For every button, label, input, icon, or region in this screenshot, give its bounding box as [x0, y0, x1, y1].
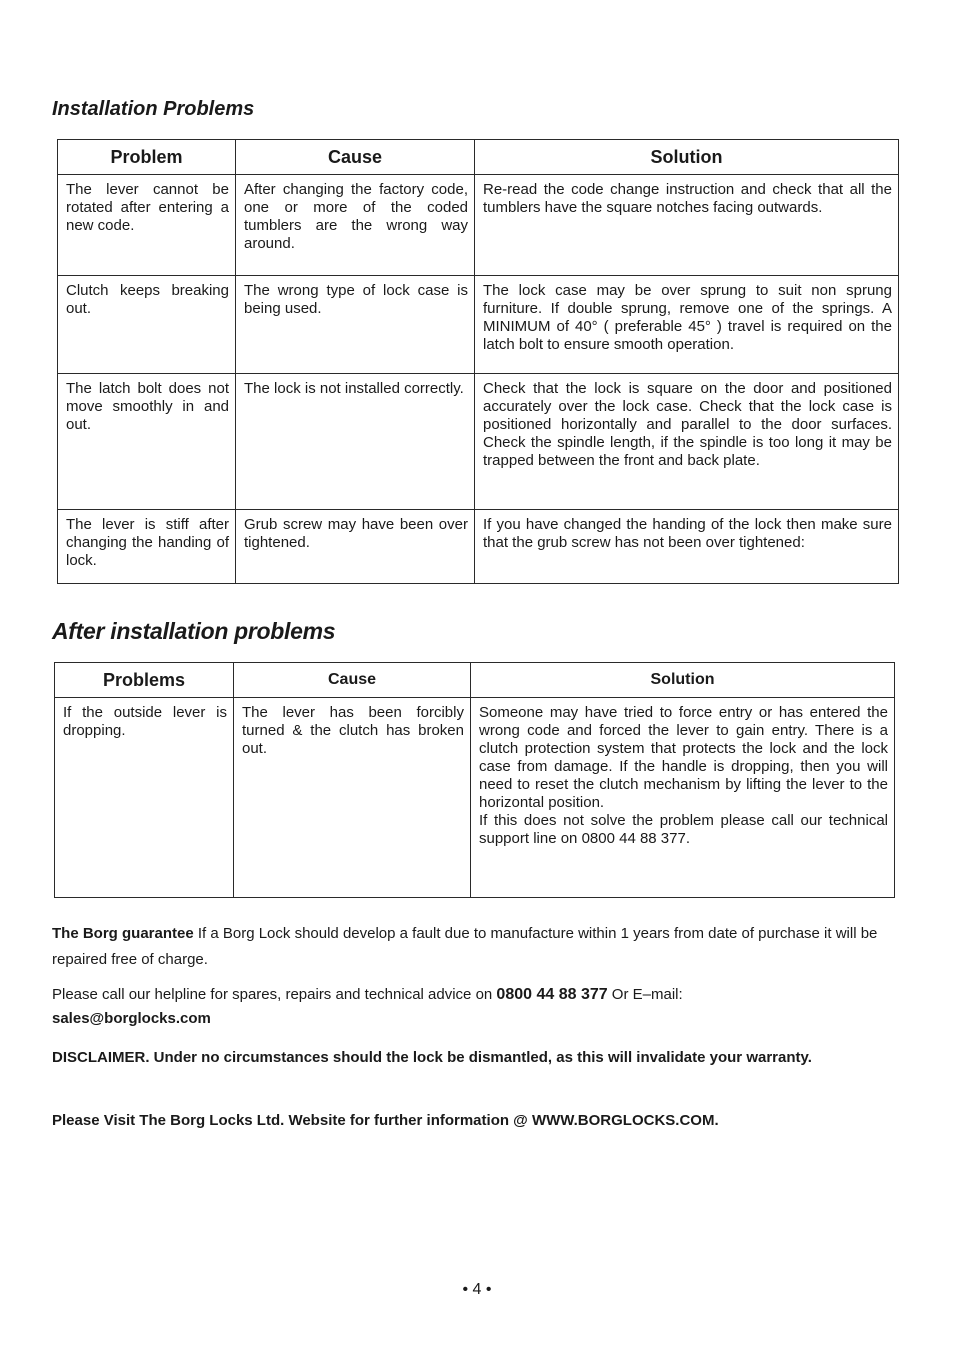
header-solution: Solution [475, 140, 899, 175]
problem-cell: The lever is stiff after changing the handing of lock. [58, 510, 236, 584]
cause-cell: Grub screw may have been over tightened. [236, 510, 475, 584]
cause-cell: The lock is not installed correctly. [236, 374, 475, 510]
header-cause: Cause [234, 663, 471, 698]
solution-cell [471, 698, 895, 898]
helpline-or: Or E–mail: [607, 986, 683, 1003]
installation-problems-table [57, 139, 899, 584]
after-installation-table [54, 662, 895, 898]
problem-cell: The latch bolt does not move smoothly in and out. [58, 374, 236, 510]
cause-cell: After changing the factory code, one or more of the coded tumblers are the wrong way around. [236, 175, 475, 276]
website-text: Please Visit The Borg Locks Ltd. Website for further information @ WWW.BORGLOCKS.COM. [52, 1112, 719, 1129]
table-header-row [55, 663, 895, 698]
problem-cell: Clutch keeps breaking out. [58, 276, 236, 374]
page-number: • 4 • [462, 1281, 492, 1298]
table-row [58, 276, 899, 374]
solution-cell: The lock case may be over sprung to suit non sprung furniture. If double sprung, remove one of the springs. A MINIMUM of 40° ( preferable 45° ) travel is required on the latch bolt to ensure smooth operation. [475, 276, 899, 374]
solution-cell: Re-read the code change instruction and check that all the tumblers have the square notches facing outwards. [475, 175, 899, 276]
table-row [58, 175, 899, 276]
helpline-body: Please call our helpline for spares, repairs and technical advice on [52, 986, 497, 1003]
guarantee-text [52, 921, 912, 973]
solution-paragraph-1: Someone may have tried to force entry or has entered the wrong code and forced the lever to gain entry. There is a clutch protection system that protects the lock and the lock case from damage. If the handle is dropping, then you will need to reset the clutch mechanism by lifting the lever to the horizontal position. [479, 704, 888, 811]
header-problems: Problems [55, 663, 234, 698]
table-row [55, 698, 895, 898]
cause-cell: The wrong type of lock case is being used. [236, 276, 475, 374]
solution-paragraph-2: If this does not solve the problem please call our technical support line on 0800 44 88 377. [479, 812, 888, 847]
header-cause: Cause [236, 140, 475, 175]
section-title-installation: Installation Problems [52, 98, 255, 120]
table-row [58, 374, 899, 510]
disclaimer-text: DISCLAIMER. Under no circumstances should the lock be dismantled, as this will invalidate your warranty. [52, 1049, 812, 1066]
email-link[interactable]: sales@borglocks.com [52, 1010, 211, 1027]
helpline-phone: 0800 44 88 377 [496, 986, 608, 1003]
table-header-row [58, 140, 899, 175]
cause-cell: The lever has been forcibly turned & the clutch has broken out. [234, 698, 471, 898]
header-solution: Solution [471, 663, 895, 698]
header-problem: Problem [58, 140, 236, 175]
problem-cell: If the outside lever is dropping. [55, 698, 234, 898]
guarantee-label: The Borg guarantee [52, 925, 194, 942]
solution-cell: If you have changed the handing of the lock then make sure that the grub screw has not been over tightened: [475, 510, 899, 584]
problem-cell: The lever cannot be rotated after entering a new code. [58, 175, 236, 276]
guarantee-body: If a Borg Lock should develop a fault due to manufacture within 1 years from date of purchase it will be repaired free of charge. [52, 925, 878, 968]
solution-cell: Check that the lock is square on the door and positioned accurately over the lock case. Check that the lock case is positioned horizontally and parallel to the door surfaces. Check the spindle length, if the spindle is too long it may be trapped between the front and back plate. [475, 374, 899, 510]
table-row [58, 510, 899, 584]
section-title-after-installation: After installation problems [52, 618, 336, 644]
helpline-text [52, 983, 912, 1031]
